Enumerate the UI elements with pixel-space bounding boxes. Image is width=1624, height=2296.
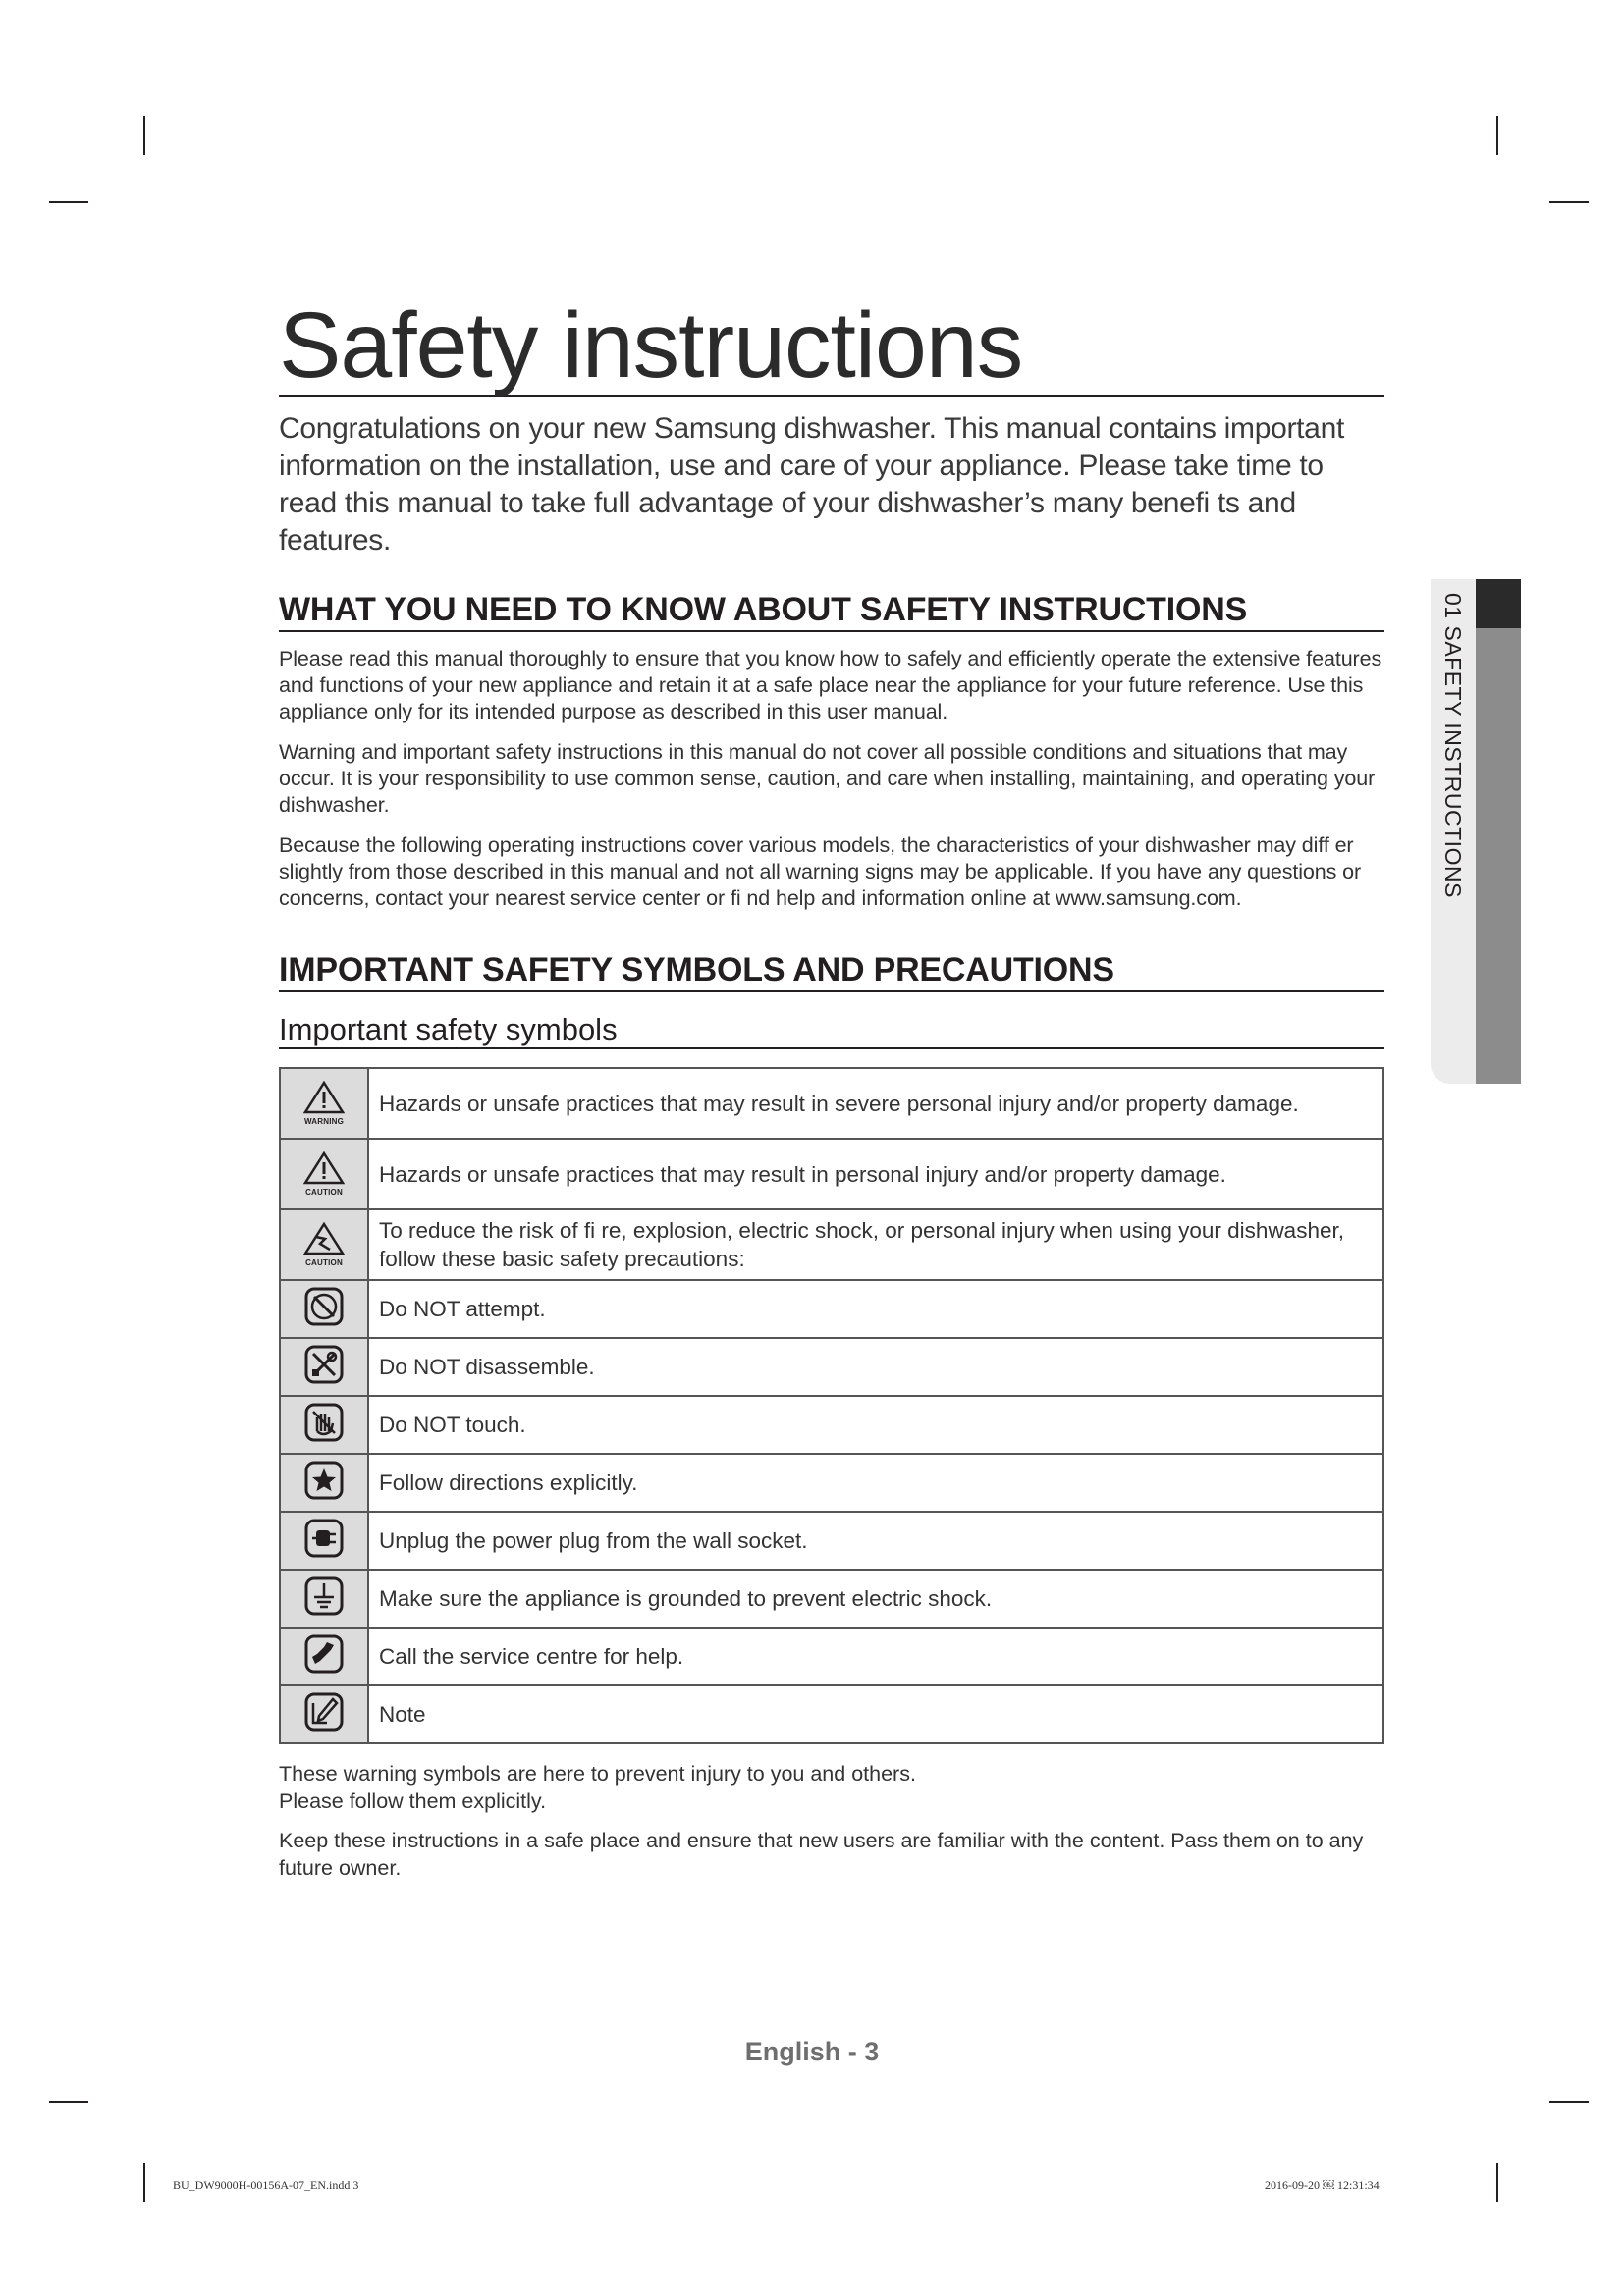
note-pencil-icon — [303, 1691, 345, 1733]
table-row — [280, 1570, 1383, 1628]
crop-mark — [143, 2163, 145, 2202]
crop-mark — [1549, 2101, 1589, 2103]
symbol-description: Unplug the power plug from the wall socket. — [368, 1512, 1383, 1570]
phone-icon — [303, 1633, 345, 1675]
symbol-label: CAUTION — [305, 1258, 343, 1267]
ground-icon — [303, 1575, 345, 1617]
closing-paragraph: Keep these instructions in a safe place and ensure that new users are familiar with the content. Pass them on to any future owner. — [279, 1829, 1364, 1880]
symbol-description: Hazards or unsafe practices that may result in personal injury and/or property damage. — [368, 1139, 1383, 1209]
closing-paragraph — [279, 1760, 1384, 1815]
table-row — [280, 1068, 1383, 1139]
table-row — [280, 1628, 1383, 1685]
symbol-description: Hazards or unsafe practices that may result in severe personal injury and/or property damage. — [368, 1068, 1383, 1139]
symbol-cell — [280, 1628, 368, 1685]
symbol-description: To reduce the risk of fi re, explosion, electric shock, or personal injury when using your dishwasher, follow these basic safety precautions: — [368, 1209, 1383, 1280]
symbol-description: Do NOT disassemble. — [368, 1338, 1383, 1396]
no-disassemble-icon — [303, 1344, 345, 1385]
symbol-cell — [280, 1570, 368, 1628]
crop-mark — [1496, 116, 1498, 155]
symbol-cell — [280, 1209, 368, 1280]
symbol-description: Make sure the appliance is grounded to prevent electric shock. — [368, 1570, 1383, 1628]
crop-mark — [49, 201, 88, 203]
page-number: English - 3 — [744, 2037, 880, 2066]
section-heading-safety-symbols: IMPORTANT SAFETY SYMBOLS AND PRECAUTIONS — [279, 951, 1384, 992]
symbol-cell — [280, 1068, 368, 1139]
symbol-label: WARNING — [303, 1117, 345, 1126]
symbol-description: Note — [368, 1685, 1383, 1743]
chapter-side-tab — [1431, 579, 1521, 1084]
closing-line: These warning symbols are here to prevent injury to you and others. — [279, 1762, 916, 1786]
crop-mark — [143, 116, 145, 155]
table-row — [280, 1396, 1383, 1454]
intro-paragraph: Congratulations on your new Samsung dishwasher. This manual contains important information on the installation, use and care of your appliance. Please take time to read this manual to take full advantage of your dishwasher’s many benefi ts and features. — [279, 412, 1344, 557]
prohibited-icon — [303, 1286, 345, 1327]
subheading-important-symbols: Important safety symbols — [279, 1012, 1384, 1049]
paragraph: Please read this manual thoroughly to ensure that you know how to safely and efficiently operate the extensive features and functions of your new appliance and retain it at a safe place near the appliance for your future reference. Use this appliance only for its intended purpose as described in this user manual. — [279, 647, 1382, 723]
symbol-label: CAUTION — [305, 1188, 343, 1197]
symbol-cell — [280, 1280, 368, 1338]
table-row — [280, 1280, 1383, 1338]
page-content — [279, 294, 1384, 1882]
table-row — [280, 1139, 1383, 1209]
crop-mark — [1549, 201, 1589, 203]
table-row — [280, 1454, 1383, 1512]
warning-triangle-icon — [302, 1081, 346, 1114]
unplug-icon — [303, 1518, 345, 1559]
safety-symbols-table — [279, 1067, 1384, 1744]
side-tab-marker — [1476, 579, 1521, 628]
symbol-description: Do NOT touch. — [368, 1396, 1383, 1454]
symbol-description: Follow directions explicitly. — [368, 1454, 1383, 1512]
table-row — [280, 1512, 1383, 1570]
table-row — [280, 1685, 1383, 1743]
symbol-description: Do NOT attempt. — [368, 1280, 1383, 1338]
symbol-cell — [280, 1685, 368, 1743]
symbol-cell — [280, 1338, 368, 1396]
paragraph: Because the following operating instructions cover various models, the characteristics of your dishwasher may diff er slightly from those described in this manual and not all warning signs may be applicable. If you have any questions or concerns, contact your nearest service center or fi nd help and information online at www.samsung.com. — [279, 833, 1362, 910]
page-title: Safety instructions — [279, 299, 1384, 397]
crop-mark — [1496, 2163, 1498, 2202]
footer-date: 2016-09-20 ￼ 12:31:34 — [1265, 2178, 1380, 2192]
table-row — [280, 1338, 1383, 1396]
symbol-cell — [280, 1454, 368, 1512]
paragraph: Warning and important safety instructions in this manual do not cover all possible conditions and situations that may occur. It is your responsibility to use common sense, caution, and care when installing, maintaining, and operating your dishwasher. — [279, 740, 1376, 817]
side-tab-bar — [1476, 628, 1521, 1084]
section-heading-safety-instructions: WHAT YOU NEED TO KNOW ABOUT SAFETY INSTRUCTIONS — [279, 591, 1384, 632]
no-touch-icon — [303, 1402, 345, 1443]
symbol-cell — [280, 1512, 368, 1570]
symbol-cell — [280, 1396, 368, 1454]
table-row — [280, 1209, 1383, 1280]
symbol-description: Call the service centre for help. — [368, 1628, 1383, 1685]
caution-triangle-icon — [302, 1151, 346, 1185]
symbol-cell — [280, 1139, 368, 1209]
star-directions-icon — [303, 1460, 345, 1501]
side-tab-label: 01 SAFETY INSTRUCTIONS — [1440, 593, 1466, 898]
crop-mark — [49, 2101, 88, 2103]
closing-line: Please follow them explicitly. — [279, 1789, 547, 1813]
footer-file-name: BU_DW9000H-00156A-07_EN.indd 3 — [173, 2178, 359, 2192]
caution-lightning-triangle-icon — [302, 1222, 346, 1255]
